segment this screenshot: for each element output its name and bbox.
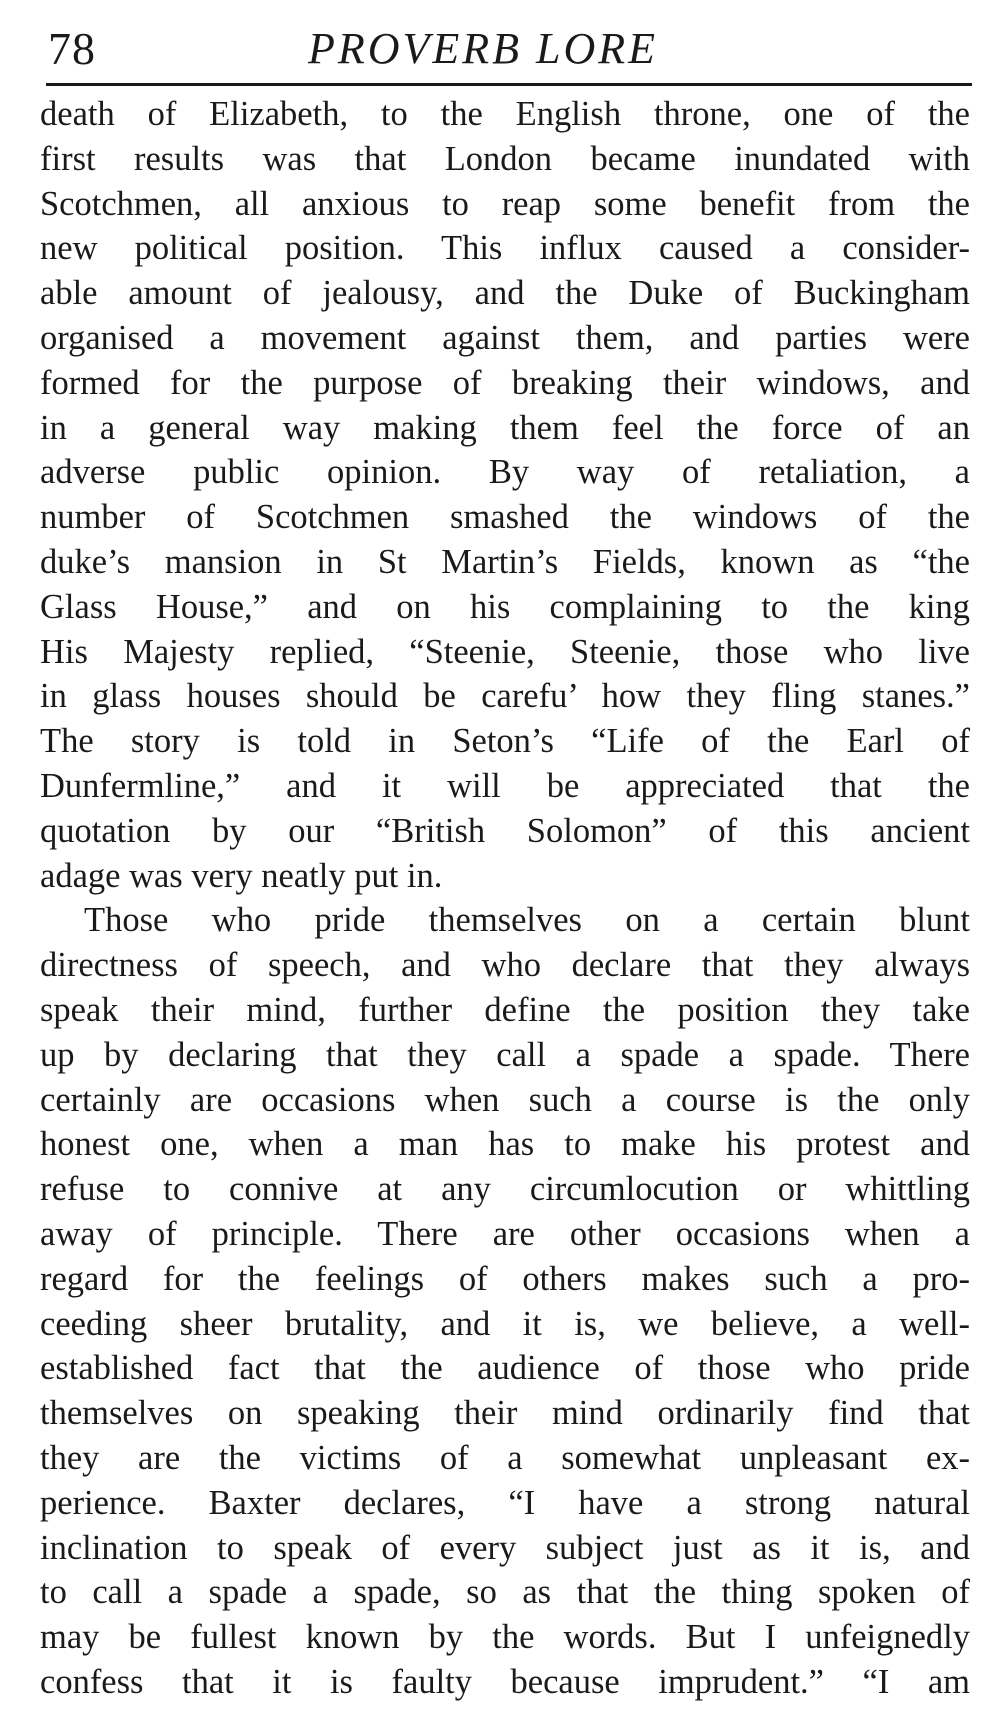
text-line: may be fullest known by the words. But I unfeignedly (40, 1618, 970, 1657)
paragraph-2 (40, 898, 970, 1704)
text-line: established fact that the audience of those who pride (40, 1349, 970, 1388)
text-line: in a general way making them feel the force of an (40, 408, 970, 447)
text-line: adverse public opinion. By way of retaliation, a (40, 453, 970, 492)
page-number: 78 (48, 23, 96, 74)
text-line: first results was that London became inundated with (40, 139, 970, 178)
text-line: duke’s mansion in St Martin’s Fields, known as “the (40, 542, 970, 581)
text-line: Glass House,” and on his complaining to the king (40, 587, 970, 626)
text-line: The story is told in Seton’s “Life of the Earl of (40, 722, 970, 761)
text-line: up by declaring that they call a spade a spade. There (40, 1035, 970, 1074)
text-line: able amount of jealousy, and the Duke of Buckingham (40, 274, 970, 313)
text-line: away of principle. There are other occasions when a (40, 1214, 970, 1253)
text-line: perience. Baxter declares, “I have a strong natural (40, 1483, 970, 1522)
text-line: adage was very neatly put in. (40, 856, 443, 895)
text-line: new political position. This influx caused a consider- (40, 229, 970, 268)
text-line: Dunfermline,” and it will be appreciated that the (40, 766, 970, 805)
text-line: Those who pride themselves on a certain blunt (84, 901, 970, 940)
running-title: PROVERB LORE (308, 24, 659, 73)
text-line: number of Scotchmen smashed the windows of the (40, 498, 970, 537)
text-line: themselves on speaking their mind ordinarily find that (40, 1394, 970, 1433)
text-line: Scotchmen, all anxious to reap some benefit from the (40, 184, 970, 223)
text-line: confess that it is faulty because imprudent.” “I am (40, 1662, 970, 1701)
running-head (48, 14, 968, 84)
text-line: organised a movement against them, and parties were (40, 318, 970, 357)
text-line: to call a spade a spade, so as that the thing spoken of (40, 1573, 970, 1612)
text-line: death of Elizabeth, to the English throne, one of the (40, 95, 970, 133)
text-line: in glass houses should be carefu’ how they fling stanes.” (40, 677, 970, 716)
text-line: they are the victims of a somewhat unpleasant ex- (40, 1438, 970, 1477)
text-line: ceeding sheer brutality, and it is, we believe, a well- (40, 1304, 970, 1343)
text-line: formed for the purpose of breaking their windows, and (40, 363, 970, 402)
text-line: refuse to connive at any circumlocution or whittling (40, 1170, 970, 1209)
paragraph-1 (40, 92, 970, 898)
text-line: honest one, when a man has to make his protest and (40, 1125, 970, 1164)
text-line: certainly are occasions when such a course is the only (40, 1080, 970, 1119)
text-line: regard for the feelings of others makes such a pro- (40, 1259, 970, 1298)
text-line: His Majesty replied, “Steenie, Steenie, those who live (40, 632, 970, 671)
body-text (40, 92, 970, 1705)
text-line: speak their mind, further define the position they take (40, 990, 970, 1029)
text-line: inclination to speak of every subject just as it is, and (40, 1528, 970, 1567)
text-line: quotation by our “British Solomon” of this ancient (40, 811, 970, 850)
header-rule (46, 83, 972, 86)
text-line: directness of speech, and who declare that they always (40, 946, 970, 985)
